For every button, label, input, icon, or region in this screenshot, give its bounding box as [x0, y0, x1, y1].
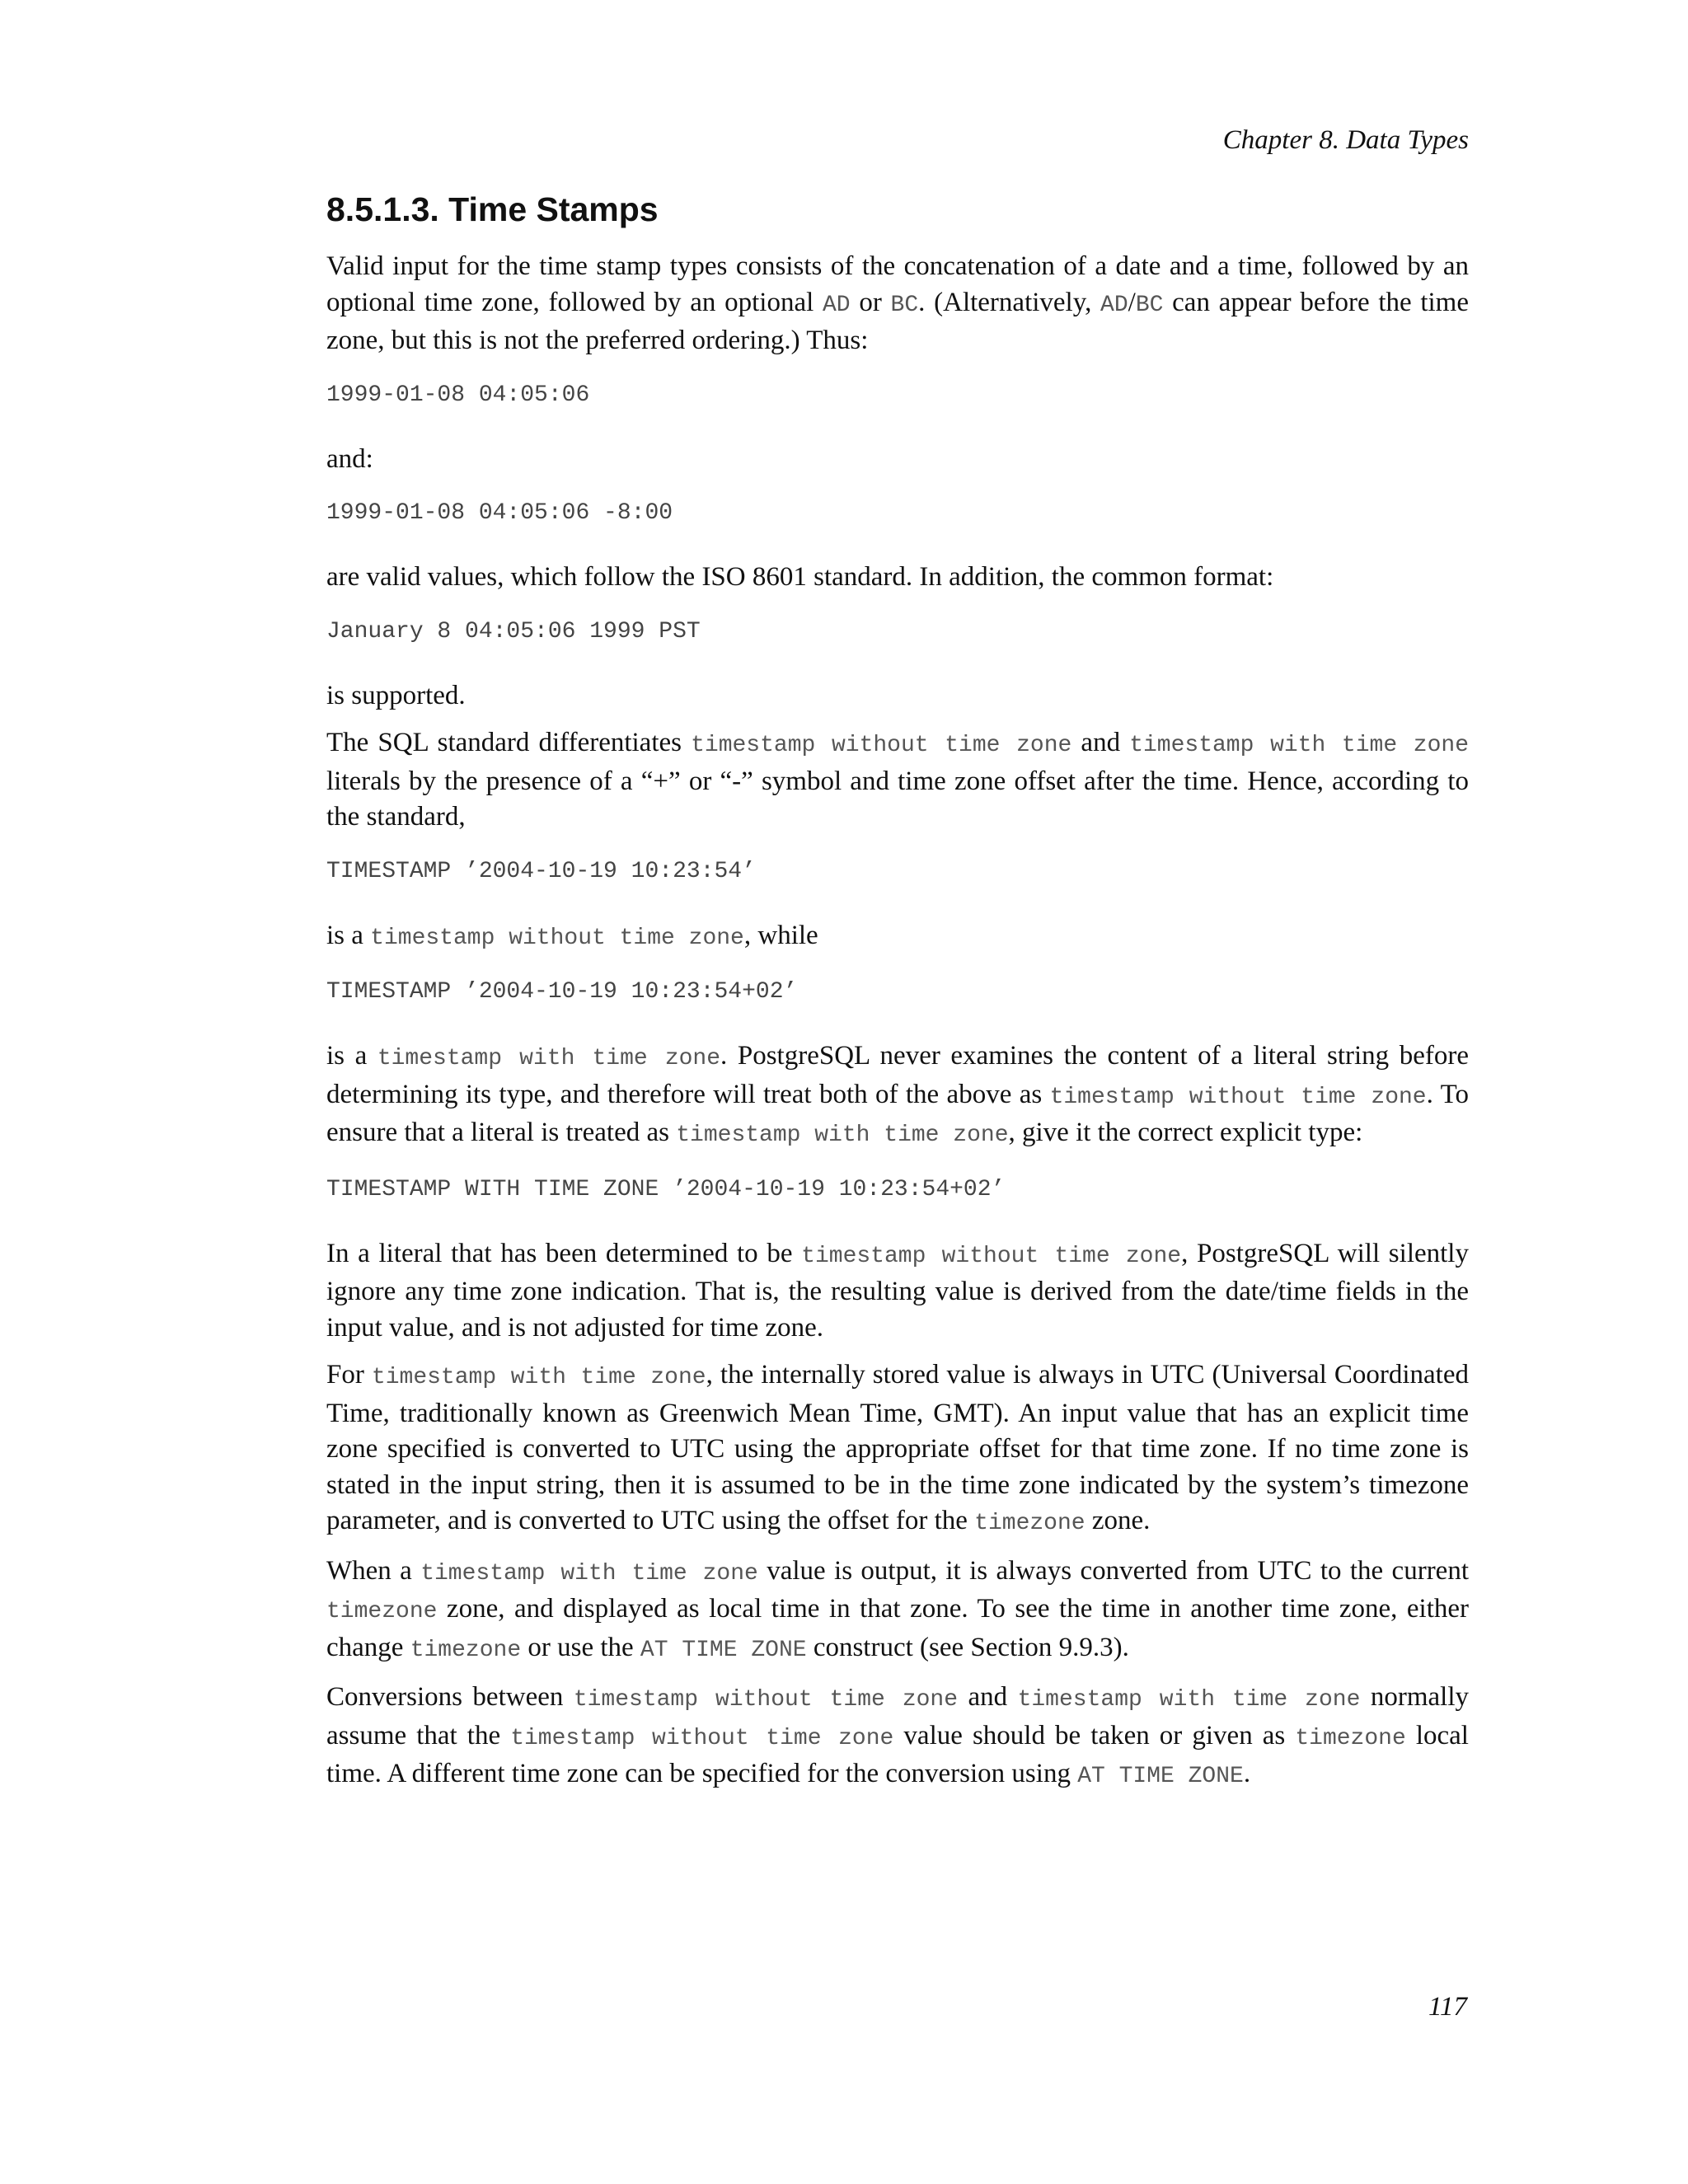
inline-code: timestamp with time zone: [676, 1122, 1009, 1148]
inline-code: timestamp with time zone: [1129, 733, 1470, 758]
inline-code: timestamp with time zone: [377, 1046, 721, 1071]
running-header: Chapter 8. Data Types: [1222, 125, 1469, 155]
code-example-1: 1999-01-08 04:05:06: [326, 382, 590, 408]
paragraph-literal-without: In a literal that has been determined to be timestamp without time zone, PostgreSQL will silently ignore any time zone indication. That is, the resulting value is derived from the date/time fields in the input value, and is not adjusted for time zone.: [326, 1238, 1469, 1343]
page-content: [326, 185, 1469, 1807]
paragraph-conversions: Conversions between timestamp without time zone and timestamp with time zone normally assume that the timestamp without time zone value should be taken or given as timezone local time. A different time zone can be specified for the conversion using AT TIME ZONE.: [326, 1682, 1469, 1789]
inline-code: BC: [1135, 292, 1164, 318]
code-example-3: January 8 04:05:06 1999 PST: [326, 618, 701, 644]
inline-code: timestamp without time zone: [1049, 1084, 1427, 1110]
paragraph-sql-standard: The SQL standard differentiates timestamp without time zone and timestamp with time zone literals by the presence of a “+” or “-” symbol and time zone offset after the time. Hence, according to the standard,: [326, 728, 1470, 832]
inline-code: timestamp without time zone: [801, 1243, 1182, 1269]
inline-code: AD: [823, 292, 851, 318]
paragraph-valid-values: are valid values, which follow the ISO 8601 standard. In addition, the common format:: [326, 562, 1274, 592]
inline-code: timestamp without time zone: [691, 733, 1072, 758]
paragraph-is-a-without: is a timestamp without time zone, while: [326, 920, 818, 951]
page-number: 117: [1428, 1992, 1467, 2022]
inline-code: timestamp without time zone: [510, 1725, 894, 1751]
paragraph-utc-storage: For timestamp with time zone, the internally stored value is always in UTC (Universal Coordinated Time, traditionally known as Greenwich Mean Time, GMT). An input value that has an explicit time zone specified is converted to UTC using the appropriate offset for that time zone. If no time zone is stated in the input string, then it is assumed to be in the time zone indicated by the system’s timezone parameter, and is converted to UTC using the offset for the timezone zone.: [326, 1360, 1470, 1536]
code-example-6: TIMESTAMP WITH TIME ZONE ’2004-10-19 10:23:54+02’: [326, 1176, 1006, 1202]
inline-code: AT TIME ZONE: [640, 1637, 807, 1663]
inline-code: timestamp without time zone: [573, 1687, 959, 1713]
paragraph-intro: Valid input for the time stamp types consists of the concatenation of a date and a time, followed by an optional time zone, followed by an optional AD or BC. (Alternatively, AD/BC can appear before the time zone, but this is not the preferred ordering.) Thus:: [326, 251, 1470, 355]
inline-code: timezone: [974, 1511, 1085, 1536]
inline-code: AT TIME ZONE: [1077, 1764, 1244, 1789]
inline-code: timestamp with time zone: [420, 1560, 758, 1586]
paragraph-and: and:: [326, 443, 373, 474]
inline-code: AD: [1100, 292, 1128, 318]
paragraph-output: When a timestamp with time zone value is output, it is always converted from UTC to the current timezone zone, and displayed as local time in that zone. To see the time in another time zone, either change timezone or use the AT TIME ZONE construct (see Section 9.9.3).: [326, 1555, 1469, 1663]
inline-code: timestamp with time zone: [1017, 1687, 1361, 1713]
code-example-4: TIMESTAMP ’2004-10-19 10:23:54’: [326, 858, 756, 884]
inline-code: timestamp with time zone: [371, 1365, 706, 1390]
inline-code: BC: [890, 292, 919, 318]
paragraph-supported: is supported.: [326, 680, 466, 710]
code-example-2: 1999-01-08 04:05:06 -8:00: [326, 500, 673, 526]
inline-code: timezone: [326, 1599, 438, 1624]
inline-code: timezone: [410, 1637, 522, 1663]
paragraph-is-a-with: is a timestamp with time zone. PostgreSQL never examines the content of a literal string before determining its type, and therefore will treat both of the above as timestamp without time zone. To ensure that a literal is treated as timestamp with time zone, give it the correct explicit type:: [326, 1041, 1469, 1148]
inline-code: timezone: [1295, 1725, 1406, 1751]
code-example-5: TIMESTAMP ’2004-10-19 10:23:54+02’: [326, 979, 798, 1005]
section-title: 8.5.1.3. Time Stamps: [326, 190, 659, 228]
inline-code: timestamp without time zone: [370, 925, 744, 951]
